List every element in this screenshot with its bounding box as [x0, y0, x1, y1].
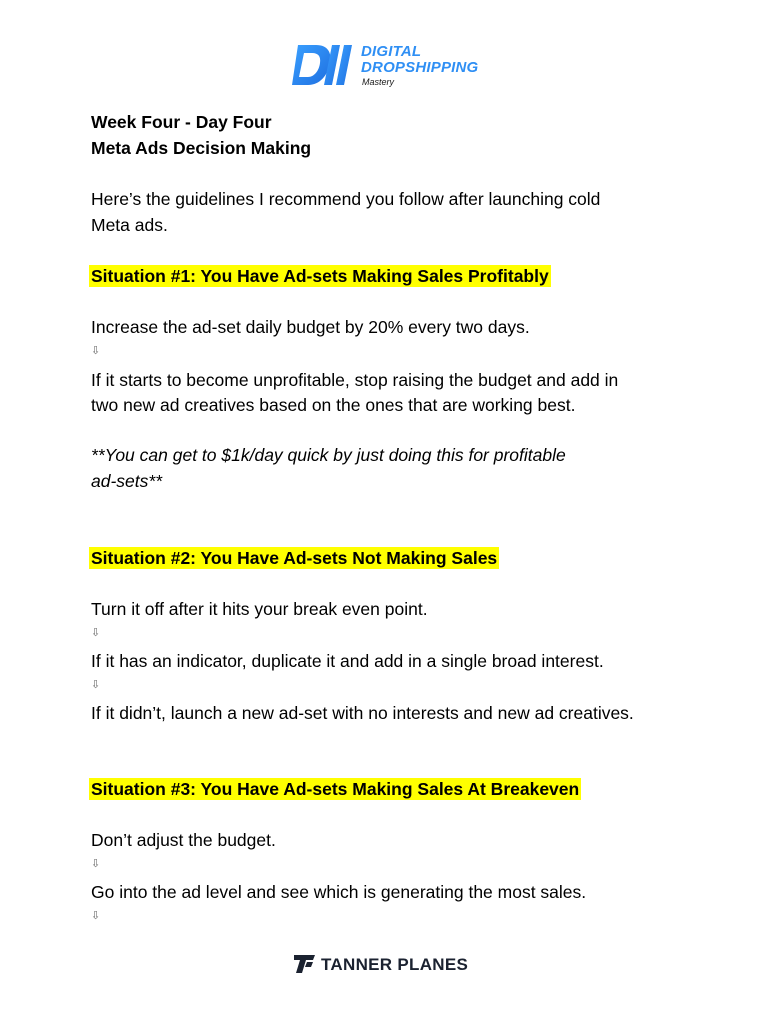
situation-1-note-line-2: ad-sets**	[91, 471, 163, 491]
situation-2-heading	[91, 547, 499, 569]
down-arrow-icon: ⇩	[91, 858, 101, 870]
situation-2-step-1: Turn it off after it hits your break even point.	[91, 599, 428, 619]
situation-3-step-2: Go into the ad level and see which is generating the most sales.	[91, 882, 587, 902]
situation-2-heading-text: Situation #2: You Have Ad-sets Not Making Sales	[91, 548, 498, 568]
situation-2-step-2: If it has an indicator, duplicate it and add in a single broad interest.	[91, 651, 604, 671]
doc-title-week: Week Four - Day Four	[91, 112, 272, 132]
footer-brand-name: TANNER PLANES	[321, 955, 469, 974]
intro-line-2: Meta ads.	[91, 215, 168, 235]
situation-1-step-2-line-1: If it starts to become unprofitable, stop raising the budget and add in	[91, 370, 619, 390]
down-arrow-icon: ⇩	[91, 627, 101, 639]
situation-1-heading-text: Situation #1: You Have Ad-sets Making Sales Profitably	[91, 266, 549, 286]
down-arrow-icon: ⇩	[91, 910, 101, 922]
doc-title-topic: Meta Ads Decision Making	[91, 138, 312, 158]
situation-3-heading	[91, 778, 581, 800]
digital-dropshipping-logo-icon	[292, 43, 356, 87]
situation-3-step-1: Don’t adjust the budget.	[91, 830, 276, 850]
situation-1-note-line-1: **You can get to $1k/day quick by just doing this for profitable	[91, 445, 566, 465]
situation-2-step-3: If it didn’t, launch a new ad-set with no interests and new ad creatives.	[91, 703, 634, 723]
brand-line-dropshipping: DROPSHIPPING	[361, 59, 479, 76]
situation-1-heading	[91, 265, 551, 287]
down-arrow-icon: ⇩	[91, 345, 101, 357]
situation-1-step-2-line-2: two new ad creatives based on the ones that are working best.	[91, 395, 576, 415]
brand-line-digital: DIGITAL	[361, 43, 422, 60]
tanner-planes-logo-icon	[293, 953, 317, 975]
situation-3-heading-text: Situation #3: You Have Ad-sets Making Sales At Breakeven	[91, 779, 580, 799]
down-arrow-icon: ⇩	[91, 679, 101, 691]
intro-line-1: Here’s the guidelines I recommend you follow after launching cold	[91, 189, 601, 209]
brand-line-mastery: Mastery	[362, 77, 395, 87]
situation-1-step-1: Increase the ad-set daily budget by 20% every two days.	[91, 317, 530, 337]
